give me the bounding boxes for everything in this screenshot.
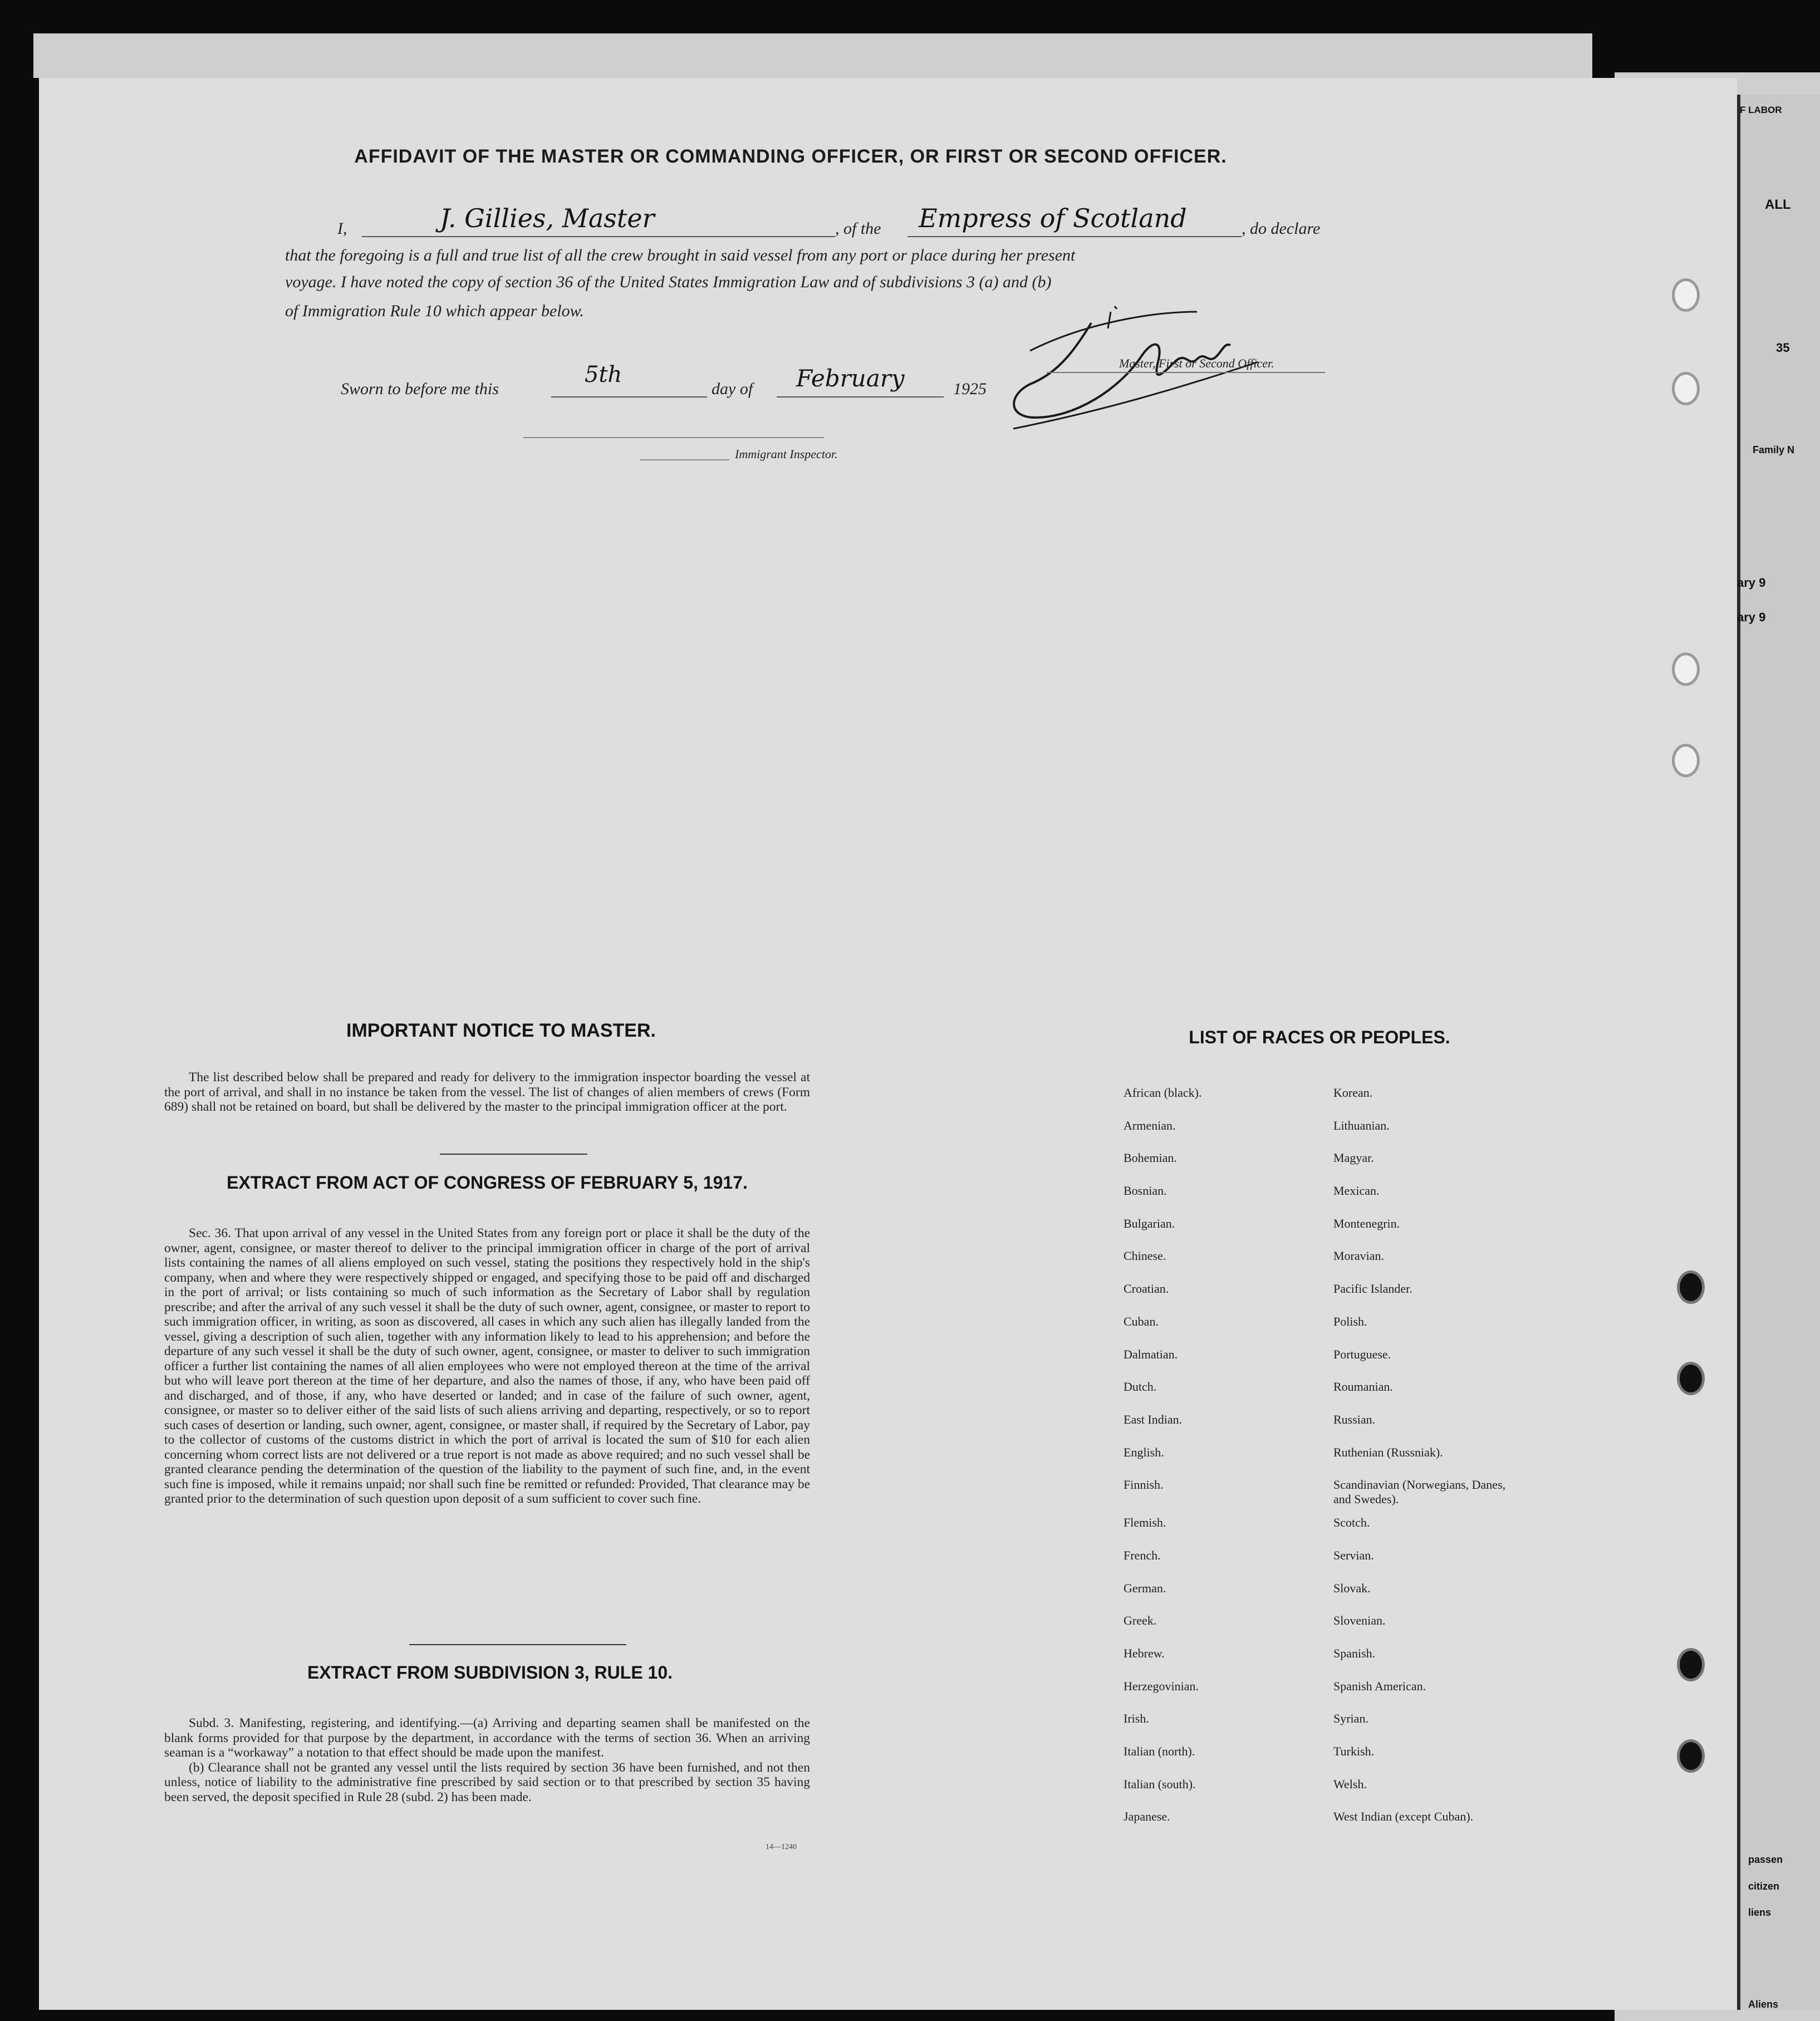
vessel-name-line [907, 236, 1242, 237]
race-item: Scandinavian (Norwegians, Danes, and Swedes). [1333, 1478, 1506, 1507]
race-item: Mexican. [1333, 1184, 1380, 1198]
race-item: Armenian. [1124, 1118, 1176, 1132]
race-item: Herzegovinian. [1124, 1679, 1199, 1693]
act-extract-text [164, 1226, 810, 1507]
master-name-line [362, 236, 835, 237]
sworn-prefix: Sworn to before me this [341, 380, 499, 398]
race-item: Spanish American. [1333, 1679, 1426, 1693]
race-item: Lithuanian. [1333, 1118, 1390, 1132]
affidavit-line-4: of Immigration Rule 10 which appear below. [285, 302, 584, 320]
race-item: Ruthenian (Russniak). [1333, 1445, 1443, 1459]
affidavit-line-3: voyage. I have noted the copy of section 36 of the United States Immigration Law and of subdivisions 3 (a) and (b) [285, 273, 1052, 291]
master-name: J. Gillies, Master [440, 203, 655, 233]
sworn-year: 1925 [953, 380, 987, 398]
race-item: English. [1124, 1445, 1164, 1459]
races-left-column [1124, 1086, 1357, 1842]
race-item: Welsh. [1333, 1777, 1367, 1791]
punch-hole [1672, 744, 1700, 777]
race-item: Magyar. [1333, 1151, 1374, 1165]
race-item: Spanish. [1333, 1646, 1376, 1660]
race-item: Flemish. [1124, 1515, 1166, 1530]
rule-extract-title: EXTRACT FROM SUBDIVISION 3, RULE 10. [307, 1662, 673, 1682]
form-number: 14—1240 [766, 1843, 797, 1851]
punch-hole [1672, 372, 1700, 405]
race-item: Slovenian. [1333, 1613, 1386, 1628]
races-title: LIST OF RACES OR PEOPLES. [1189, 1027, 1450, 1047]
top-paper-edge [33, 33, 1592, 78]
race-item: Italian (south). [1124, 1777, 1196, 1791]
race-item: Pacific Islander. [1333, 1282, 1412, 1296]
affidavit-of-the: , of the [835, 219, 881, 238]
race-item: Hebrew. [1124, 1646, 1165, 1660]
affidavit-title: AFFIDAVIT OF THE MASTER OR COMMANDING OFFICER, OR FIRST OR SECOND OFFICER. [354, 146, 1227, 167]
race-item: Slovak. [1333, 1581, 1371, 1595]
race-item: African (black). [1124, 1086, 1202, 1100]
race-item: Polish. [1333, 1314, 1367, 1328]
rule-subsection-b: (b) Clearance shall not be granted any vessel until the lists required by section 36 have been furnished, and not then unless, notice of liability to the administrative fine prescribed by said section or to that prescribed by section 35 having been served, the deposit specified in Rule 28 (subd. 2) has been made. [164, 1760, 810, 1804]
edge-fragment-date-1: ary 9 [1737, 576, 1766, 590]
race-item: Bulgarian. [1124, 1216, 1175, 1230]
races-right-column [1333, 1086, 1545, 1842]
sworn-month: February [796, 365, 905, 392]
race-item: Dalmatian. [1124, 1347, 1178, 1361]
punch-hole [1677, 1271, 1705, 1304]
edge-fragment-date-2: ary 9 [1737, 610, 1766, 624]
edge-fragment-citizens: citizen [1748, 1881, 1780, 1892]
signature-caption: Master, First or Second Officer. [1119, 356, 1274, 370]
affidavit-line-2: that the foregoing is a full and true list of all the crew brought in said vessel from any port or place during her present [285, 246, 1076, 264]
inspector-line-1 [523, 437, 824, 438]
race-item: Dutch. [1124, 1380, 1157, 1394]
punch-hole [1672, 278, 1700, 312]
race-item: Scotch. [1333, 1515, 1370, 1530]
race-item: Turkish. [1333, 1744, 1375, 1759]
race-item: Greek. [1124, 1613, 1157, 1628]
edge-fragment-all: ALL [1765, 197, 1791, 212]
race-item: French. [1124, 1548, 1161, 1562]
race-item: Bohemian. [1124, 1151, 1177, 1165]
edge-fragment-passengers: passen [1748, 1854, 1783, 1865]
notice-paragraph: The list described below shall be prepared and ready for delivery to the immigration inspector boarding the vessel at the port of arrival, and shall in no instance be taken from the vessel. The list of changes of alien members of crews (Form 689) shall not be retained on board, but shall be delivered by the master to the principal immigration officer at the port. [164, 1070, 810, 1114]
punch-hole [1672, 653, 1700, 686]
notice-text [164, 1070, 810, 1115]
vessel-name: Empress of Scotland [919, 203, 1187, 233]
punch-hole [1677, 1648, 1705, 1681]
sworn-day: 5th [585, 362, 622, 387]
race-item: Croatian. [1124, 1282, 1169, 1296]
race-item: Korean. [1333, 1086, 1373, 1100]
act-extract-title: EXTRACT FROM ACT OF CONGRESS OF FEBRUARY 5, 1917. [227, 1173, 748, 1193]
race-item: Cuban. [1124, 1314, 1159, 1328]
punch-hole [1677, 1739, 1705, 1773]
race-item: Bosnian. [1124, 1184, 1167, 1198]
signature-line [1047, 372, 1325, 373]
race-item: Moravian. [1333, 1249, 1385, 1263]
underlying-sheet-edge [1737, 95, 1820, 2010]
inspector-caption: Immigrant Inspector. [735, 447, 838, 461]
affidavit-declare: , do declare [1242, 219, 1321, 238]
race-item: German. [1124, 1581, 1166, 1595]
rule-subsection-a: Subd. 3. Manifesting, registering, and identifying.—(a) Arriving and departing seamen shall be manifested on the blank forms provided for that purpose by the department, in accordance with the terms of section 36. When an arriving seaman is a “workaway” a notation to that effect should be made upon the manifest. [164, 1716, 810, 1760]
race-item: Finnish. [1124, 1478, 1164, 1492]
edge-fragment-aliens-1: liens [1748, 1907, 1772, 1918]
inspector-line-2 [640, 459, 729, 460]
sworn-day-line [551, 396, 707, 398]
edge-fragment-aliens-2: Aliens [1748, 1999, 1779, 2010]
race-item: Italian (north). [1124, 1744, 1195, 1759]
edge-fragment-family: Family N [1753, 444, 1795, 455]
divider [409, 1644, 626, 1645]
race-item: West Indian (except Cuban). [1333, 1809, 1474, 1824]
sworn-month-line [777, 396, 944, 398]
day-of: day of [712, 380, 753, 398]
punch-hole [1677, 1362, 1705, 1395]
divider [440, 1154, 587, 1155]
race-item: East Indian. [1124, 1412, 1183, 1426]
notice-title: IMPORTANT NOTICE TO MASTER. [346, 1020, 656, 1041]
race-item: Irish. [1124, 1711, 1149, 1726]
edge-fragment-labor: F LABOR [1740, 105, 1782, 115]
race-item: Montenegrin. [1333, 1216, 1400, 1230]
race-item: Servian. [1333, 1548, 1374, 1562]
rule-extract-text [164, 1716, 810, 1804]
race-item: Syrian. [1333, 1711, 1368, 1726]
race-item: Chinese. [1124, 1249, 1166, 1263]
affidavit-i: I, [337, 219, 347, 238]
act-extract-paragraph: Sec. 36. That upon arrival of any vessel in the United States from any foreign port or place it shall be the duty of the owner, agent, consignee, or master thereof to deliver to the principal immigration officer in charge of the port of arrival lists containing the names of all aliens employed on such vessel, stating the positions they respectively hold in the ship's company, when and where they were respectively shipped or engaged, and specifying those to be paid off and discharged in the port of arrival; or lists containing so much of such information as the Secretary of Labor shall by regulation prescribe; and after the arrival of any such vessel it shall be the duty of such owner, agent, consignee, or master to report to such immigration officer, in writing, as soon as discovered, all cases in which any such alien has illegally landed from the vessel, giving a description of such alien, together with any information likely to lead to his apprehension; and before the departure of any such vessel it shall be the duty of such owner, agent, consignee, or master to deliver to such immigration officer a further list containing the names of all alien employees who were not employed thereon at the time of the arrival but who will leave port thereon at the time of her departure, and also the names of those, if any, who have been paid off and discharged, and of those, if any, who have deserted or landed; and in case of the failure of such owner, agent, consignee, or master so to deliver either of the said lists of such aliens arriving and departing, respectively, or so to report such cases of desertion or landing, such owner, agent, consignee, or master shall, if required by the Secretary of Labor, pay to the collector of customs of the customs district in which the port of arrival is located the sum of $10 for each alien concerning whom correct lists are not delivered or a true report is not made as above required; and no such vessel shall be granted clearance pending the determination of the question of the liability to the payment of such fine, and, in the event such fine is imposed, while it remains unpaid; nor shall such fine be remitted or refunded: Provided, That clearance may be granted prior to the determination of such question upon deposit of a sum sufficient to cover such fine. [164, 1226, 810, 1506]
race-item: Roumanian. [1333, 1380, 1393, 1394]
race-item: Portuguese. [1333, 1347, 1391, 1361]
race-item: Japanese. [1124, 1809, 1170, 1824]
race-item: Russian. [1333, 1412, 1376, 1426]
edge-fragment-number: 35 [1776, 341, 1790, 355]
